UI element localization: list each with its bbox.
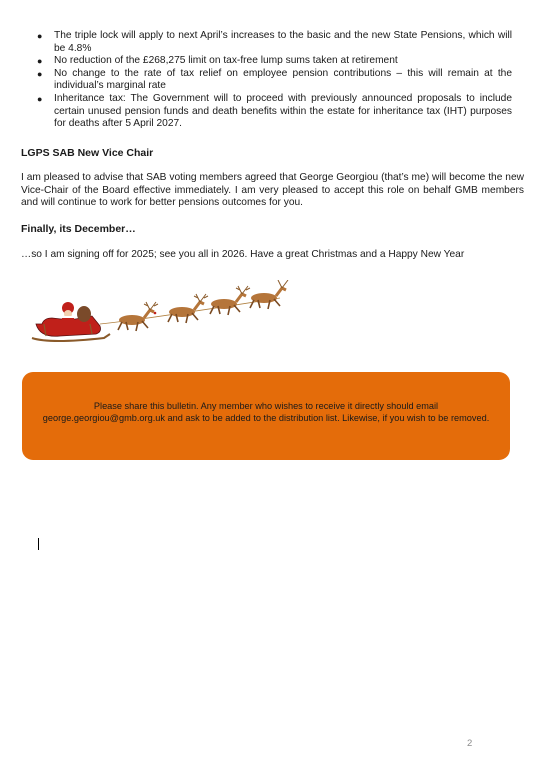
bullet-item bbox=[22, 30, 512, 55]
bullet-icon: ● bbox=[37, 31, 43, 41]
bullet-item bbox=[22, 68, 512, 93]
bullet-item bbox=[22, 55, 512, 68]
bullet-icon: ● bbox=[37, 68, 43, 79]
bullet-icon: ● bbox=[37, 56, 43, 67]
share-bulletin-text: Please share this bulletin. Any member who wishes to receive it directly should email george.georgiou@gmb.org.uk and ask to be added to the distribution list. Likewise, if you wish to be removed. bbox=[42, 401, 490, 423]
bullet-text: The triple lock will apply to next April’s increases to the basic and the new State Pensions, which will be 4.8% bbox=[54, 30, 512, 54]
bullet-item bbox=[22, 93, 512, 131]
page-number: 2 bbox=[467, 738, 473, 749]
share-bulletin-banner bbox=[22, 372, 510, 460]
text-cursor bbox=[38, 538, 39, 550]
santa-sleigh-reindeer-icon bbox=[30, 280, 292, 346]
december-paragraph: …so I am signing off for 2025; see you all in 2026. Have a great Christmas and a Happy New Year bbox=[21, 249, 465, 260]
bullet-text: No change to the rate of tax relief on employee pension contributions – this will remain at the individual’s marginal rate bbox=[54, 67, 512, 92]
bullet-icon: ● bbox=[37, 93, 43, 104]
vice-chair-paragraph: I am pleased to advise that SAB voting members agreed that George Georgiou (that’s me) will become the new Vice-Chair of the Board effective immediately. I am very pleased to accept this role on behalf GMB members and will continue to work for better pensions outcomes for you. bbox=[21, 172, 524, 209]
bullet-text: Inheritance tax: The Government will to proceed with previously announced proposals to include certain unused pension funds and death benefits within the estate for inheritance tax (IHT) purposes for deaths after 5 April 2027. bbox=[54, 92, 512, 130]
vice-chair-heading: LGPS SAB New Vice Chair bbox=[21, 147, 154, 159]
pension-bullet-list bbox=[22, 30, 512, 131]
december-heading: Finally, its December… bbox=[21, 223, 136, 235]
bullet-text: No reduction of the £268,275 limit on tax-free lump sums taken at retirement bbox=[54, 55, 398, 67]
